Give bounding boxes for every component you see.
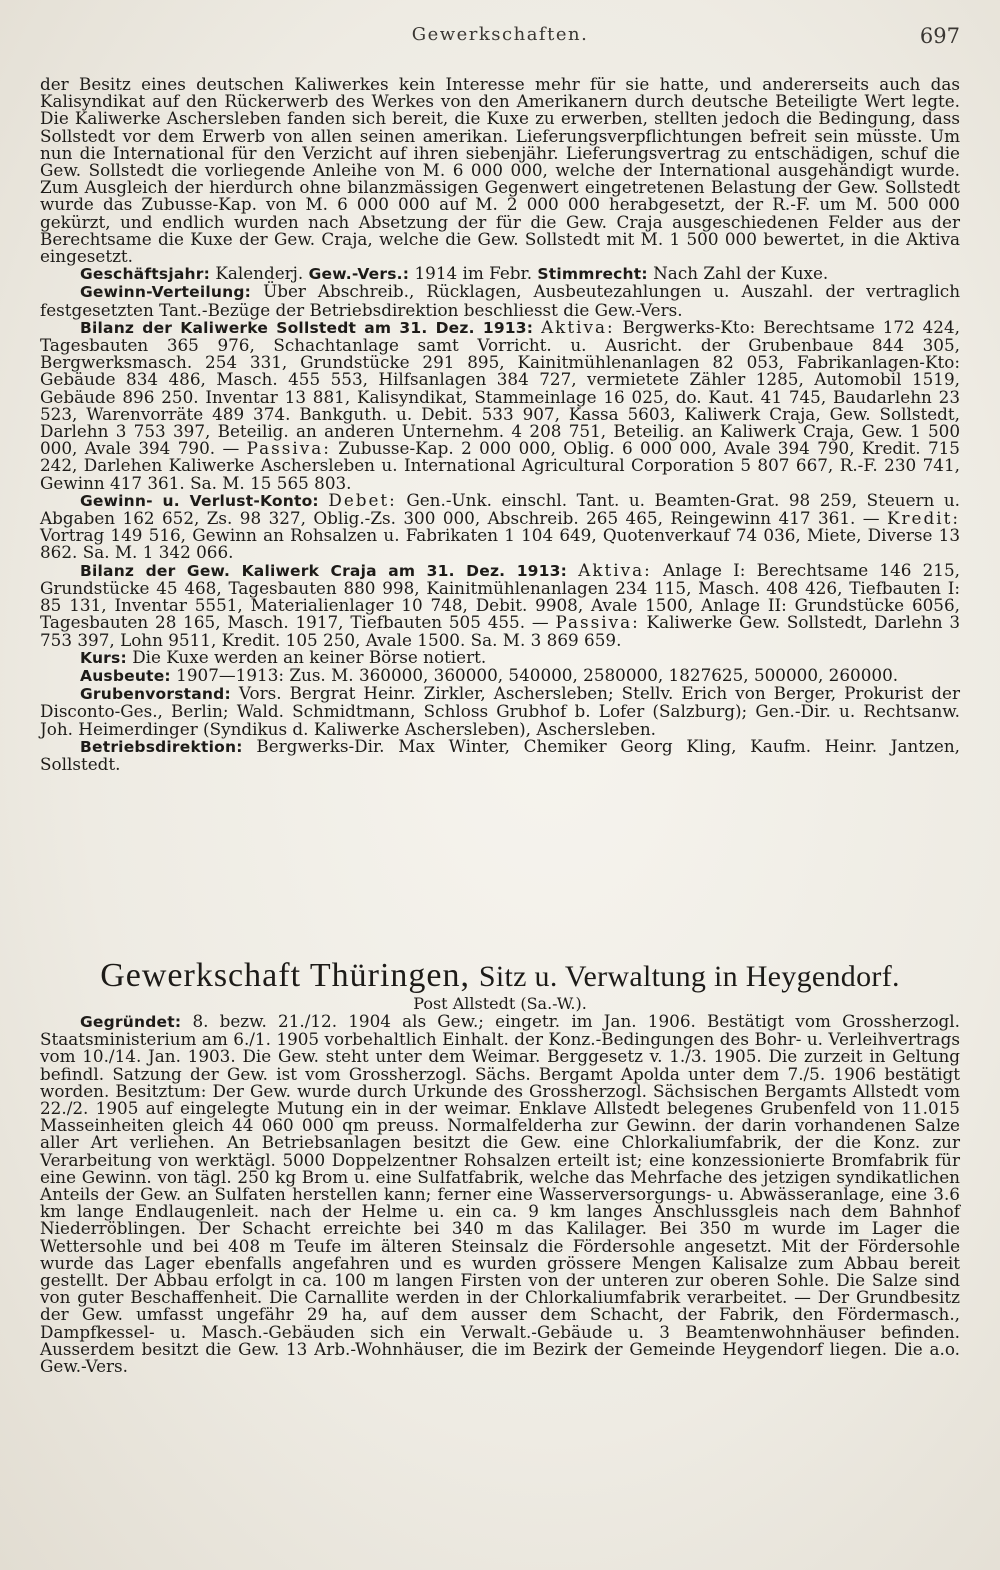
kurs-label: Kurs: — [80, 648, 127, 667]
betriebsdirektion-label: Betriebsdirektion: — [80, 737, 243, 756]
company-title — [40, 958, 960, 995]
betriebsdirektion-text: Bergwerks-Dir. Max Winter, Chemiker Georg Kling, Kaufm. Heinr. Jantzen, Sollstedt. — [40, 735, 960, 774]
ausbeute-label: Ausbeute: — [80, 666, 171, 685]
bilanz-sollstedt-label: Bilanz der Kaliwerke Sollstedt am 31. Dez. 1913: — [80, 318, 534, 337]
passiva-label: Passiva: — [246, 438, 331, 459]
grubenvorstand-paragraph — [40, 685, 960, 738]
bilanz-aktiva-text: Bergwerks-Kto: Berechtsame 172 424, Tagesbauten 365 976, Schachtanlage samt Vorricht. u. Ausricht. der Grubenbaue 844 305, Bergwerksmasch. 254 331, Grundstücke 291 895, Kainitmühlenanlagen 82 053, Fabrikanlagen-Kto: Gebäude 834 486, Masch. 455 553, Hilfsanlagen 384 727, vermietete Zähler 1285, Automobil 1519, Gebäude 896 250. Inventar 13 881, Kalisyndikat, Stammeinlage 16 025, do. Kaut. 41 745, Baudarlehn 23 523, Warenvorräte 489 374. Bankguth. u. Debit. 533 907, Kassa 5603, Kaliwerk Craja, Gew. Sollstedt, Darlehn 3 753 397, Beteilig. an anderen Unternehm. 4 208 751, Beteilig. an Kaliwerk Craja, Gew. 1 500 000, Avale 394 790. — — [40, 316, 960, 459]
page-header — [0, 24, 1000, 54]
sollstedt-section — [40, 76, 960, 773]
stimmrecht-label: Stimmrecht: — [537, 265, 648, 284]
guv-paragraph — [40, 489, 960, 563]
geschaeftsjahr-label: Geschäftsjahr: — [80, 265, 210, 284]
thueringen-section — [40, 1013, 960, 1375]
gewinn-verteilung-paragraph — [40, 283, 960, 318]
craja-passiva-label: Passiva: — [555, 612, 640, 633]
gewvers-text: 1914 im Febr. — [414, 263, 533, 284]
craja-passiva-text: Kaliwerke Gew. Sollstedt, Darlehn 3 753 397, Lohn 9511, Kredit. 105 250, Avale 1500. Sa. M. 3 869 659. — [40, 612, 960, 650]
grubenvorstand-text: Vors. Bergrat Heinr. Zirkler, Aschersleben; Stellv. Erich von Berger, Prokurist der Disconto-Ges., Berlin; Wald. Schmidtmann, Schloss Grubhof b. Lofer (Salzburg); Gen.-Dir. u. Rechtsanw. Joh. Heimerdinger (Syndikus d. Kaliwerke Aschersleben), Aschersleben. — [40, 683, 960, 739]
geschaeftsjahr-text: Kalenderj. — [215, 263, 304, 284]
guv-kredit-text: Vortrag 149 516, Gewinn an Rohsalzen u. Fabrikaten 1 104 649, Quotenverkauf 74 036, Miete, Diverse 13 862. Sa. M. 1 342 066. — [40, 525, 960, 563]
company-address: Post Allstedt (Sa.-W.). — [413, 994, 587, 1013]
guv-label: Gewinn- u. Verlust-Konto: — [80, 491, 319, 510]
bilanz-sollstedt-paragraph — [40, 316, 960, 493]
gewinn-verteilung-text: Über Abschreib., Rücklagen, Ausbeutezahlungen u. Auszahl. der vertraglich festgesetzten Tant.-Bezüge der Betriebsdirektion beschliesst die Gew.-Vers. — [40, 281, 960, 320]
page-number: 697 — [919, 24, 960, 48]
kurs-text: Die Kuxe werden an keiner Börse notiert. — [132, 646, 487, 667]
ausbeute-text: 1907—1913: Zus. M. 360000, 360000, 540000, 2580000, 1827625, 500000, 260000. — [176, 664, 899, 685]
betriebsdirektion-paragraph — [40, 735, 960, 774]
running-head: Gewerkschaften. — [411, 24, 589, 45]
craja-aktiva-text: Anlage I: Berechtsame 146 215, Grundstücke 45 468, Tagesbauten 880 998, Kainitmühlenanlagen 234 115, Masch. 408 426, Tiefbauten I: 85 131, Inventar 5551, Materialienlager 10 748, Debit. 9908, Avale 1500, Anlage II: Grundstücke 6056, Tagesbauten 28 165, Masch. 1917, Tiefbauten 505 455. — — [40, 559, 960, 633]
debet-label: Debet: — [328, 489, 397, 510]
craja-aktiva-label: Aktiva: — [578, 559, 652, 580]
company-heading — [40, 958, 960, 1013]
stimmrecht-text: Nach Zahl der Kuxe. — [653, 263, 829, 284]
grubenvorstand-label: Grubenvorstand: — [80, 685, 231, 704]
aktiva-label: Aktiva: — [541, 316, 615, 337]
bilanz-passiva-text: Zubusse-Kap. 2 000 000, Oblig. 6 000 000, Avale 394 790, Kredit. 715 242, Darlehen Kaliwerke Aschersleben u. International Agricultural Corporation 5 807 667, R.-F. 230 741, Gewinn 417 361. Sa. M. 15 565 803. — [40, 438, 960, 493]
gegruendet-label: Gegründet: — [80, 1013, 182, 1031]
bilanz-craja-label: Bilanz der Gew. Kaliwerk Craja am 31. Dez. 1913: — [80, 561, 568, 580]
gewvers-label: Gew.-Vers.: — [308, 265, 410, 284]
kredit-label: Kredit: — [887, 508, 960, 529]
gegruendet-paragraph — [40, 1013, 960, 1375]
company-seat: Sitz u. Verwaltung in Heygendorf. — [478, 960, 900, 993]
bilanz-craja-paragraph — [40, 559, 960, 650]
gegruendet-text: 8. bezw. 21./12. 1904 als Gew.; eingetr. im Jan. 1906. Bestätigt vom Grossherzogl. Staatsministerium am 6./1. 1905 vorbehaltlich Einhalt. der Konz.-Bedingungen des Bohr- u. Verleihvertrags vom 10./14. Jan. 1903. Die Gew. steht unter dem Weimar. Berggesetz v. 1./3. 1905. Die zurzeit in Geltung befindl. Satzung der Gew. ist vom Grossherzogl. Sächs. Bergamt Apolda unter dem 7./5. 1906 bestätigt worden. Besitztum: Der Gew. wurde durch Urkunde des Grossherzogl. Sächsischen Bergamts Allstedt vom 22./2. 1905 auf eingelegte Mutung ein in der weimar. Enklave Allstedt belegenes Grubenfeld von 11.015 Masseinheiten gleich 44 060 000 qm preuss. Normalfelderha zur Gewinn. der darin vorhandenen Salze aller Art verliehen. An Betriebsanlagen besitzt die Gew. eine Chlorkaliumfabrik, der die Konz. zur Verarbeitung von werktägl. 5000 Doppelzentner Rohsalzen erteilt ist; eine konzessionierte Bromfabrik für eine Gewinn. von tägl. 250 kg Brom u. eine Sulfatfabrik, welche das Mehrfache des jetzigen syndikatlichen Anteils der Gew. an Sulfaten herstellen kann; ferner eine Wasserversorgungs- u. Abwässeranlage, eine 3.6 km lange Endlaugenleit. nach der Helme u. ein ca. 9 km langes Anschlussgleis nach dem Bahnhof Niederröblingen. Der Schacht erreichte bei 340 m das Kalilager. Bei 350 m wurde im Lager die Wettersohle und bei 408 m Teufe im älteren Steinsalz die Fördersohle angesetzt. Mit der Fördersohle wurde das Lager ebenfalls angefahren und es wurden grössere Mengen Kalisalze zum Abbau bereit gestellt. Der Abbau erfolgt in ca. 100 m langen Firsten von der unteren zur oberen Sohle. Die Salze sind von guter Beschaffenheit. Die Carnallite werden in der Chlorkaliumfabrik verarbeitet. — Der Grundbesitz der Gew. umfasst ungefähr 29 ha, auf dem ausser dem Schacht, der Fabrik, den Fördermasch., Dampfkessel- u. Masch.-Gebäuden sich ein Verwalt.-Gebäude u. 3 Beamtenwohnhäuser befinden. Ausserdem besitzt die Gew. 13 Arb.-Wohnhäuser, die im Bezirk der Gemeinde Heygendorf liegen. Die a.o. Gew.-Vers. — [40, 1011, 960, 1377]
company-name: Gewerkschaft Thüringen, — [100, 957, 471, 994]
gewinn-verteilung-label: Gewinn-Verteilung: — [80, 283, 252, 302]
intro-paragraph: der Besitz eines deutschen Kaliwerkes kein Interesse mehr für sie hatte, und andererseits auch das Kalisyndikat auf den Rückerwerb des Werkes von den Amerikanern durch deutsche Beteiligte Wert legte. Die Kaliwerke Aschersleben fanden sich bereit, die Kuxe zu erwerben, stellten jedoch die Bedingung, dass Sollstedt vor dem Erwerb von allen seinen amerikan. Lieferungsverpflichtungen befreit sein müsste. Um nun die International für den Verzicht auf ihren siebenjähr. Lieferungsvertrag zu entschädigen, schuf die Gew. Sollstedt die vorliegende Anleihe von M. 6 000 000, welche der International ausgehändigt wurde. Zum Ausgleich der hierdurch ohne bilanzmässigen Gegenwert eingetretenen Belastung der Gew. Sollstedt wurde das Zubusse-Kap. von M. 6 000 000 auf M. 2 000 000 herabgesetzt, der R.-F. um M. 500 000 gekürzt, und endlich wurden nach Absetzung der für die Gew. Craja ausgeschiedenen Felder aus der Berechtsame die Kuxe der Gew. Craja, welche die Gew. Sollstedt mit M. 1 500 000 bewertet, in die Aktiva eingesetzt. — [40, 74, 960, 267]
guv-debet-text: Gen.-Unk. einschl. Tant. u. Beamten-Grat. 98 259, Steuern u. Abgaben 162 652, Zs. 98 327, Oblig.-Zs. 300 000, Abschreib. 265 465, Reingewinn 417 361. — — [40, 489, 960, 529]
